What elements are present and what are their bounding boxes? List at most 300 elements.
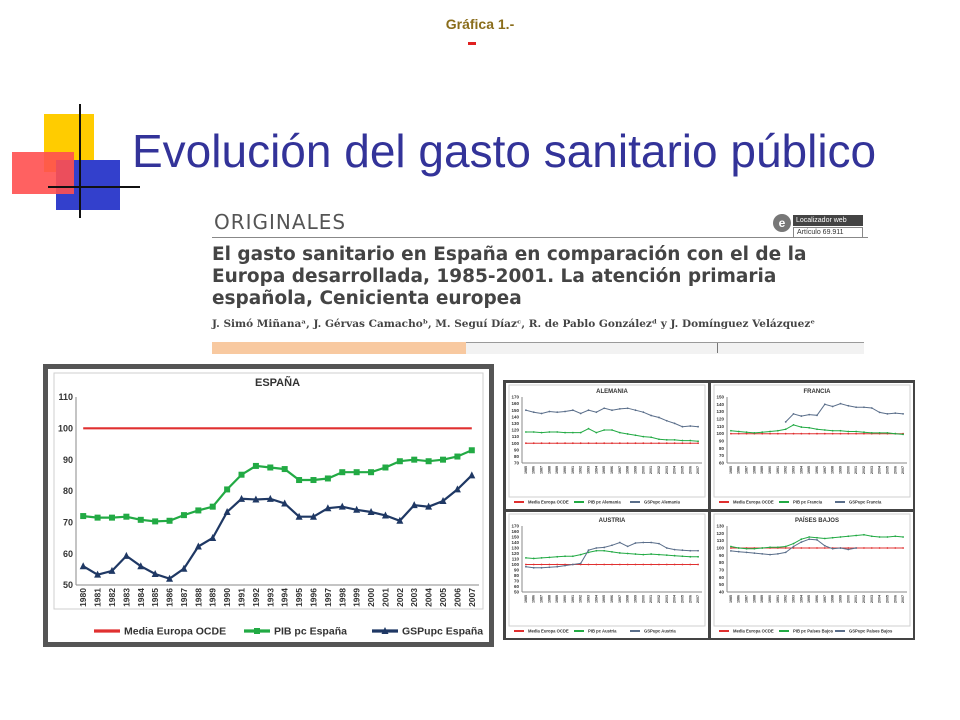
data-point [548, 411, 550, 413]
data-point [603, 547, 605, 549]
data-point [533, 564, 535, 566]
badge-top-label: Localizador web [793, 215, 863, 226]
x-tick-label: 1986 [736, 466, 741, 474]
data-point [627, 545, 629, 547]
x-tick-label: 2005 [680, 595, 685, 603]
legend-label-3: GSPupc Alemania [644, 499, 680, 505]
y-tick-label: 100 [511, 562, 519, 568]
y-tick-label: 120 [511, 551, 519, 557]
data-point [769, 431, 771, 433]
data-point [674, 423, 676, 425]
x-tick-label: 2004 [672, 595, 677, 603]
data-point [572, 409, 574, 411]
data-point [689, 442, 691, 444]
x-tick-label: 2002 [861, 466, 866, 474]
data-point [619, 432, 621, 434]
data-point [595, 411, 597, 413]
data-point [793, 433, 795, 435]
data-point [588, 564, 590, 566]
data-point [580, 432, 582, 434]
x-tick-label: 2006 [893, 595, 898, 603]
data-point [816, 547, 818, 549]
y-tick-label: 120 [716, 416, 724, 422]
y-tick-label: 70 [718, 567, 724, 573]
data-point-square [109, 515, 115, 521]
slide-title: Evolución del gasto sanitario público [132, 125, 877, 177]
x-tick-label: 1995 [602, 466, 607, 474]
data-point [642, 542, 644, 544]
data-point [666, 564, 668, 566]
y-tick-label: 130 [511, 545, 519, 551]
data-point [871, 432, 873, 434]
x-tick-label: 1989 [555, 466, 560, 474]
x-tick-label: 1993 [791, 595, 796, 603]
data-point [595, 442, 597, 444]
x-tick-label: 2006 [893, 466, 898, 474]
data-point [595, 547, 597, 549]
germany-chart [506, 383, 708, 509]
chart-title: AUSTRIA [598, 518, 626, 524]
data-point [533, 558, 535, 560]
legend-label-1: Media Europa OCDE [733, 628, 774, 634]
data-point [887, 413, 889, 415]
x-tick-label: 1980 [78, 588, 89, 607]
x-tick-label: 2000 [846, 466, 851, 474]
data-point-square [80, 513, 86, 519]
data-point [674, 442, 676, 444]
data-point [541, 557, 543, 559]
data-point [635, 553, 637, 555]
data-point-square [253, 463, 259, 469]
x-tick-label: 1989 [760, 466, 765, 474]
y-tick-label: 60 [718, 460, 724, 466]
data-point [572, 432, 574, 434]
x-tick-label: 1999 [838, 595, 843, 603]
data-point [785, 428, 787, 430]
data-point [525, 431, 527, 433]
data-point [863, 547, 865, 549]
data-point [894, 433, 896, 435]
data-point [697, 426, 699, 428]
data-point [541, 432, 543, 434]
data-point [541, 413, 543, 415]
y-tick-label: 80 [513, 573, 519, 579]
data-point [627, 433, 629, 435]
data-point [840, 547, 842, 549]
x-tick-label: 2007 [696, 466, 701, 474]
data-point [793, 424, 795, 426]
y-tick-label: 150 [511, 407, 519, 413]
data-point-square [167, 518, 173, 524]
legend-label-2: PIB pc España [274, 625, 347, 638]
y-tick-label: 150 [716, 394, 724, 400]
x-tick-label: 2007 [466, 588, 477, 607]
x-tick-label: 1995 [294, 588, 305, 607]
data-point [564, 411, 566, 413]
data-point [556, 564, 558, 566]
data-point [800, 433, 802, 435]
x-tick-label: 1989 [207, 588, 218, 607]
data-point [635, 564, 637, 566]
data-point-square [411, 457, 417, 463]
data-point [533, 431, 535, 433]
data-point [746, 548, 748, 550]
x-tick-label: 1993 [791, 466, 796, 474]
data-point [871, 535, 873, 537]
x-tick-label: 2001 [854, 466, 859, 474]
x-tick-label: 1986 [531, 595, 536, 603]
chart-plot-frame [54, 373, 483, 609]
data-point [808, 427, 810, 429]
data-point-square [454, 454, 460, 460]
data-point [619, 564, 621, 566]
x-tick-label: 1988 [752, 466, 757, 474]
data-point [847, 433, 849, 435]
x-tick-label: 2003 [664, 595, 669, 603]
paper-header-rule [212, 237, 868, 238]
y-tick-label: 130 [716, 409, 724, 415]
x-tick-label: 2006 [688, 595, 693, 603]
data-point-square [210, 504, 216, 510]
y-tick-label: 90 [718, 438, 724, 444]
data-point [541, 567, 543, 569]
x-tick-label: 1992 [578, 466, 583, 474]
x-tick-label: 1994 [594, 595, 599, 603]
chart-plot-frame [509, 514, 705, 626]
france-chart [711, 383, 913, 509]
data-point [682, 549, 684, 551]
x-tick-label: 2000 [641, 595, 646, 603]
x-tick-label: 1996 [610, 595, 614, 603]
data-point [800, 426, 802, 428]
x-tick-label: 1985 [728, 595, 733, 603]
data-point [666, 439, 668, 441]
x-tick-label: 1991 [775, 595, 780, 603]
y-tick-label: 70 [513, 578, 519, 584]
data-point [753, 548, 755, 550]
y-tick-label: 160 [511, 401, 519, 407]
x-tick-label: 1986 [531, 466, 536, 474]
data-point [689, 440, 691, 442]
chart-title: PAÍSES BAJOS [795, 518, 839, 524]
x-tick-label: 2007 [901, 466, 906, 474]
data-point [635, 434, 637, 436]
y-tick-label: 100 [716, 545, 724, 551]
y-tick-label: 70 [513, 460, 519, 466]
x-tick-label: 2004 [423, 588, 434, 607]
data-point [753, 432, 755, 434]
x-tick-label: 1999 [633, 595, 638, 603]
data-point [642, 411, 644, 413]
data-point [761, 547, 763, 549]
data-point [847, 535, 849, 537]
data-point [816, 537, 818, 539]
data-point [682, 442, 684, 444]
x-tick-label: 1997 [617, 466, 622, 474]
x-tick-label: 1991 [236, 588, 247, 607]
y-tick-label: 120 [511, 427, 519, 433]
data-point [603, 564, 605, 566]
y-tick-label: 40 [718, 589, 724, 595]
data-point-square [469, 447, 475, 453]
data-point [738, 547, 740, 549]
x-tick-label: 1998 [625, 466, 630, 474]
data-point [871, 547, 873, 549]
data-point [887, 536, 889, 538]
x-tick-label: 1997 [822, 466, 827, 474]
data-point [800, 538, 802, 540]
data-point [525, 409, 527, 411]
data-point [863, 534, 865, 536]
x-tick-label: 2001 [649, 595, 654, 603]
data-point [894, 535, 896, 537]
data-point [658, 564, 660, 566]
data-point [697, 564, 699, 566]
data-point [777, 430, 779, 432]
y-tick-label: 80 [718, 560, 724, 566]
data-point [824, 433, 826, 435]
x-tick-label: 1995 [807, 595, 812, 603]
data-point [658, 417, 660, 419]
data-point [525, 566, 527, 568]
data-point [650, 564, 652, 566]
data-point [847, 405, 849, 407]
y-tick-label: 70 [62, 517, 73, 528]
data-point [556, 566, 558, 568]
x-tick-label: 1999 [351, 588, 362, 607]
paper-title: El gasto sanitario en España en comparación con el de la Europa desarrollada, 1985-2001. La atención primaria española, Cenicienta europea [212, 244, 807, 309]
data-point [824, 547, 826, 549]
data-point [769, 546, 771, 548]
chart-plot-frame [509, 385, 705, 497]
x-tick-label: 1991 [775, 466, 780, 474]
legend-label-3: GSPupc Países Bajos [849, 628, 893, 634]
paper-authors: J. Simó Miñanaᵃ, J. Gérvas Camachoᵇ, M. Seguí Díazᶜ, R. de Pablo Gonzálezᵈ y J. Domínguez Velázquezᵉ [212, 318, 815, 330]
x-tick-label: 2001 [649, 466, 654, 474]
netherlands-chart [711, 512, 913, 638]
data-point [619, 442, 621, 444]
x-tick-label: 1996 [308, 588, 319, 607]
data-point [556, 442, 558, 444]
data-point [746, 431, 748, 433]
y-tick-label: 110 [716, 423, 724, 429]
data-point [627, 553, 629, 555]
x-tick-label: 1990 [222, 588, 233, 607]
x-tick-label: 2007 [696, 595, 701, 603]
data-point [650, 415, 652, 417]
x-tick-label: 1989 [555, 595, 560, 603]
data-point [816, 433, 818, 435]
data-point [666, 547, 668, 549]
x-tick-label: 2004 [877, 466, 882, 474]
data-point-square [368, 469, 374, 475]
y-tick-label: 150 [511, 534, 519, 540]
data-point [793, 413, 795, 415]
chart-plot-frame [714, 385, 910, 497]
slide-caption: Gráfica 1.- [445, 16, 515, 32]
data-point [674, 549, 676, 551]
x-tick-label: 2000 [846, 595, 851, 603]
data-point [761, 431, 763, 433]
x-tick-label: 1995 [807, 466, 812, 474]
y-tick-label: 80 [62, 486, 73, 497]
data-point-square [296, 477, 302, 483]
x-tick-label: 1988 [547, 466, 552, 474]
data-point [580, 563, 582, 565]
data-point [855, 406, 857, 408]
y-tick-label: 110 [511, 556, 519, 562]
x-tick-label: 2006 [452, 588, 463, 607]
data-point [863, 406, 865, 408]
paper-footer-bar-accent [212, 342, 466, 354]
y-tick-label: 50 [62, 580, 73, 591]
data-point [650, 542, 652, 544]
x-tick-label: 1989 [760, 595, 765, 603]
x-tick-label: 1996 [815, 595, 819, 603]
chart-title: ALEMANIA [596, 389, 628, 395]
data-point [808, 538, 810, 540]
data-point [840, 433, 842, 435]
data-point [619, 408, 621, 410]
x-tick-label: 1990 [563, 466, 568, 474]
data-point [800, 415, 802, 417]
data-point [855, 431, 857, 433]
x-tick-label: 2002 [861, 595, 866, 603]
y-tick-label: 60 [513, 584, 519, 590]
x-tick-label: 1996 [815, 466, 819, 474]
data-point [730, 546, 732, 548]
data-point [619, 552, 621, 554]
y-tick-label: 160 [511, 529, 519, 535]
data-point [682, 555, 684, 557]
data-point [847, 431, 849, 433]
data-point-square [138, 517, 144, 523]
data-point [627, 442, 629, 444]
y-tick-label: 90 [513, 447, 519, 453]
x-tick-label: 1993 [265, 588, 276, 607]
data-point [840, 430, 842, 432]
data-point [650, 436, 652, 438]
data-point-square [195, 507, 201, 513]
y-tick-label: 70 [718, 453, 724, 459]
x-tick-label: 1987 [539, 595, 544, 603]
y-tick-label: 170 [511, 523, 519, 529]
data-point [642, 554, 644, 556]
x-tick-label: 1992 [783, 595, 788, 603]
x-tick-label: 1983 [121, 588, 132, 607]
legend-label-2: PIB pc Alemania [588, 499, 621, 505]
data-point-square [152, 518, 158, 524]
data-point [761, 553, 763, 555]
data-point [556, 431, 558, 433]
data-point [738, 431, 740, 433]
data-point [556, 556, 558, 558]
data-point [658, 554, 660, 556]
x-tick-label: 1991 [570, 595, 575, 603]
data-point [533, 567, 535, 569]
country-charts-grid [503, 380, 915, 640]
data-point [887, 547, 889, 549]
data-point [650, 442, 652, 444]
data-point [902, 413, 904, 415]
data-point [785, 546, 787, 548]
data-point [832, 537, 834, 539]
data-point [808, 547, 810, 549]
x-tick-label: 1988 [193, 588, 204, 607]
x-tick-label: 1984 [135, 588, 146, 607]
spain-chart-svg [48, 369, 489, 642]
y-tick-label: 80 [513, 453, 519, 459]
data-point [564, 565, 566, 567]
y-tick-label: 100 [511, 440, 519, 446]
data-point [697, 550, 699, 552]
data-point [666, 442, 668, 444]
data-point [879, 432, 881, 434]
x-tick-label: 2003 [869, 466, 874, 474]
data-point [674, 564, 676, 566]
data-point [588, 409, 590, 411]
data-point [738, 551, 740, 553]
data-point-square [382, 465, 388, 471]
data-point [689, 550, 691, 552]
x-tick-label: 1998 [625, 595, 630, 603]
x-tick-label: 2005 [680, 466, 685, 474]
badge-bottom-label: Artículo 69.911 [793, 227, 863, 238]
x-tick-label: 1999 [838, 466, 843, 474]
chart-plot-frame [714, 514, 910, 626]
x-tick-label: 1991 [570, 466, 575, 474]
y-tick-label: 50 [513, 589, 519, 595]
y-tick-label: 130 [511, 420, 519, 426]
data-point [730, 430, 732, 432]
data-point [627, 564, 629, 566]
x-tick-label: 2001 [854, 595, 859, 603]
data-point [642, 564, 644, 566]
data-point [603, 407, 605, 409]
x-tick-label: 1985 [728, 466, 733, 474]
data-point [879, 412, 881, 414]
x-tick-label: 2003 [869, 595, 874, 603]
data-point [548, 442, 550, 444]
data-point [611, 442, 613, 444]
data-point [832, 433, 834, 435]
data-point [564, 432, 566, 434]
data-point [564, 442, 566, 444]
data-point [611, 551, 613, 553]
x-tick-label: 1995 [602, 595, 607, 603]
data-point-square [267, 465, 273, 471]
data-point-square [426, 458, 432, 464]
data-point [642, 442, 644, 444]
x-tick-label: 1987 [539, 466, 544, 474]
data-point [697, 442, 699, 444]
legend-label-1: Media Europa OCDE [733, 499, 774, 505]
data-point [619, 542, 621, 544]
data-point [588, 428, 590, 430]
x-tick-label: 2000 [641, 466, 646, 474]
data-point [658, 543, 660, 545]
data-point [572, 555, 574, 557]
x-tick-label: 1987 [744, 595, 749, 603]
data-point [611, 544, 613, 546]
x-tick-label: 2003 [664, 466, 669, 474]
data-point [879, 547, 881, 549]
data-point [689, 425, 691, 427]
data-point [697, 556, 699, 558]
data-point [808, 433, 810, 435]
data-point [588, 442, 590, 444]
data-point [800, 541, 802, 543]
